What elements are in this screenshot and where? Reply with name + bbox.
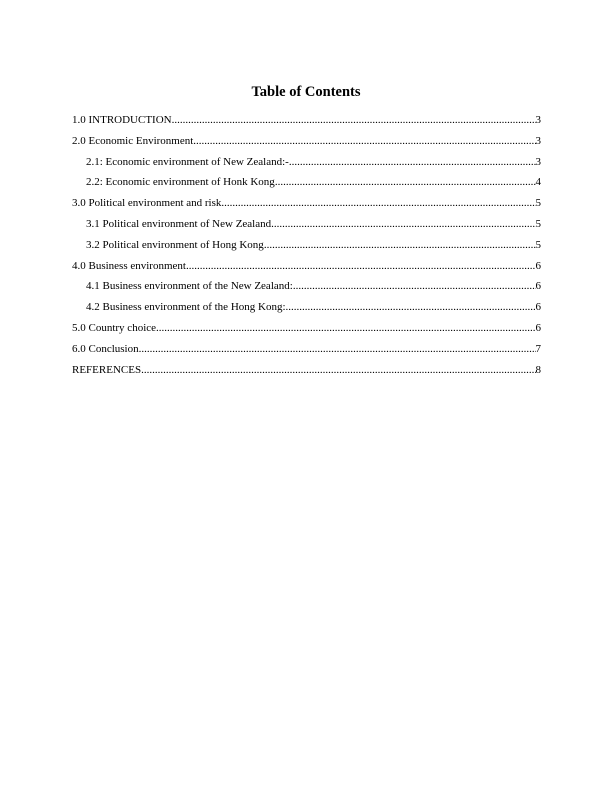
toc-page-number: 7 — [535, 342, 541, 355]
toc-list — [72, 113, 541, 383]
toc-entry-label: 3.2 Political environment of Hong Kong — [86, 238, 264, 251]
toc-dot-leader — [172, 113, 536, 127]
toc-entry-label: 4.2 Business environment of the Hong Kong: — [86, 301, 286, 314]
toc-dot-leader — [293, 279, 536, 293]
toc-entry-political-environment[interactable] — [72, 196, 541, 217]
toc-entry-political-nz[interactable] — [72, 217, 541, 238]
toc-entry-references[interactable] — [72, 363, 541, 384]
toc-dot-leader — [186, 259, 536, 273]
toc-page-number: 3 — [535, 134, 541, 147]
toc-page-number: 5 — [535, 238, 541, 251]
toc-entry-business-nz[interactable] — [72, 279, 541, 300]
toc-page-number: 8 — [535, 363, 541, 376]
toc-dot-leader — [289, 155, 536, 169]
toc-entry-label: 4.0 Business environment — [72, 259, 186, 272]
toc-entry-introduction[interactable] — [72, 113, 541, 134]
toc-page-number: 5 — [535, 197, 541, 210]
toc-page-number: 4 — [535, 176, 541, 189]
toc-page-number: 3 — [535, 114, 541, 126]
toc-entry-label: 3.0 Political environment and risk — [72, 197, 222, 210]
toc-page-number: 5 — [535, 217, 541, 230]
toc-entry-label: 6.0 Conclusion — [72, 342, 139, 355]
toc-page-number: 3 — [535, 155, 541, 168]
toc-entry-conclusion[interactable] — [72, 342, 541, 363]
toc-page-number: 6 — [535, 259, 541, 272]
toc-entry-business-environment[interactable] — [72, 259, 541, 280]
toc-entry-label: 5.0 Country choice — [72, 321, 157, 334]
toc-dot-leader — [275, 175, 536, 189]
toc-entry-label: 2.1: Economic environment of New Zealand:- — [86, 155, 289, 168]
toc-entry-economic-environment[interactable] — [72, 134, 541, 155]
toc-entry-label: REFERENCES — [72, 363, 142, 376]
toc-dot-leader — [271, 217, 535, 231]
toc-dot-leader — [193, 134, 535, 148]
toc-entry-political-hk[interactable] — [72, 238, 541, 259]
toc-page-number: 6 — [535, 321, 541, 334]
toc-dot-leader — [141, 363, 535, 377]
toc-entry-label: 3.1 Political environment of New Zealand — [86, 217, 272, 230]
toc-dot-leader — [264, 238, 536, 252]
toc-entry-economic-nz[interactable] — [72, 155, 541, 176]
toc-entry-label: 4.1 Business environment of the New Zealand: — [86, 280, 293, 293]
toc-entry-country-choice[interactable] — [72, 321, 541, 342]
toc-entry-label: 2.2: Economic environment of Honk Kong — [86, 176, 275, 189]
toc-entry-label: 1.0 INTRODUCTION — [72, 114, 172, 126]
toc-title: Table of Contents — [251, 84, 361, 100]
toc-entry-business-hk[interactable] — [72, 300, 541, 321]
toc-entry-label: 2.0 Economic Environment — [72, 134, 194, 147]
toc-dot-leader — [139, 342, 536, 356]
toc-dot-leader — [221, 196, 535, 210]
toc-page-number: 6 — [535, 301, 541, 314]
toc-page-number: 6 — [535, 280, 541, 293]
toc-dot-leader — [156, 321, 535, 335]
toc-entry-economic-hk[interactable] — [72, 175, 541, 196]
toc-dot-leader — [286, 300, 536, 314]
